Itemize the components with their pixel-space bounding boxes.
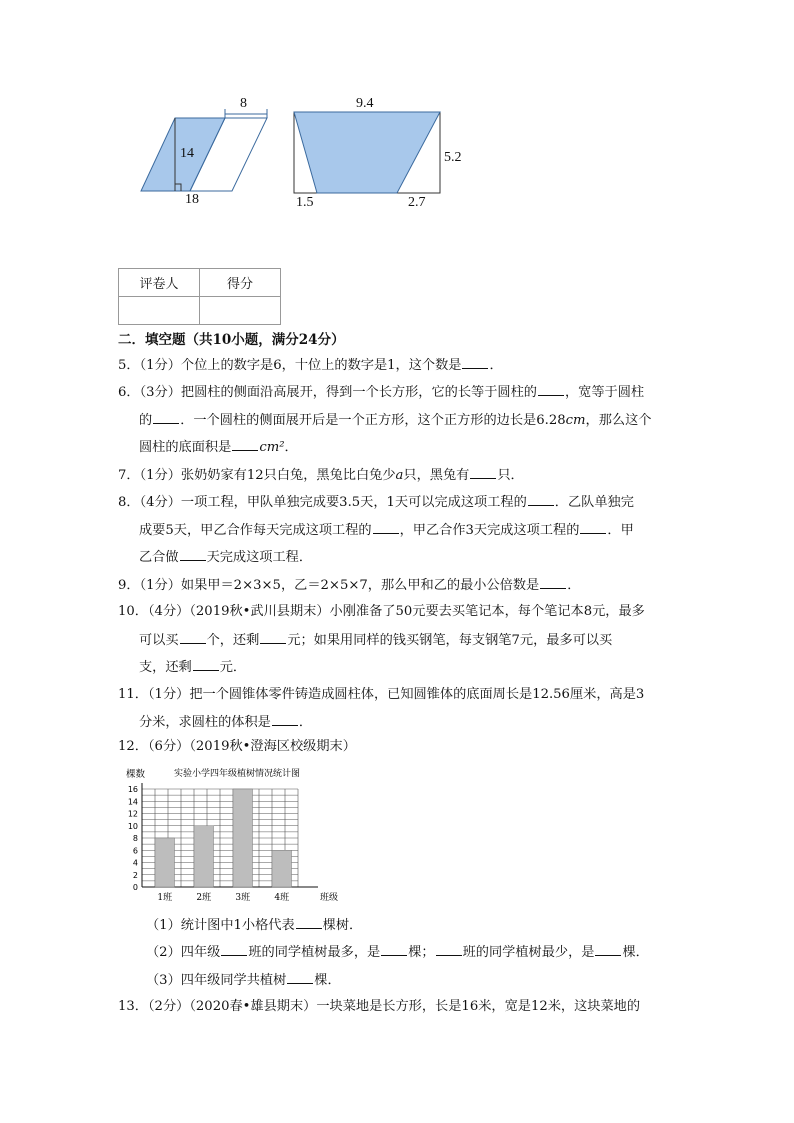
y-tick-label: 8: [132, 834, 138, 843]
y-tick-label: 6: [132, 846, 138, 856]
question-8: 8．（4分）一项工程，甲队单独完成要3.5天，1天可以完成这项工程的 ．乙队单独完: [118, 492, 634, 513]
grader-table: [118, 268, 281, 325]
y-tick-label: 4: [132, 858, 138, 868]
x-tick-label: 2班: [196, 893, 212, 903]
answer-blank[interactable]: [232, 437, 258, 451]
trapezoid-side-label: 5.2: [444, 150, 462, 165]
answer-blank[interactable]: [180, 630, 206, 644]
grader-cell[interactable]: [119, 297, 200, 325]
answer-blank[interactable]: [528, 492, 554, 506]
question-6-line-2: 的 ．一个圆柱的侧面展开后是一个正方形，这个正方形的边长是6.28cm，那么这个: [139, 410, 651, 431]
answer-blank[interactable]: [153, 410, 179, 424]
answer-blank[interactable]: [595, 942, 621, 956]
question-6: 6．（3分）把圆柱的侧面沿高展开，得到一个长方形，它的长等于圆柱的 ，宽等于圆柱: [118, 382, 644, 403]
parallelogram-figure: [135, 95, 275, 210]
answer-blank[interactable]: [260, 630, 286, 644]
tree-planting-bar-chart: [118, 762, 358, 912]
question-12-part-1: （1）统计图中1小格代表 棵树．: [146, 915, 362, 936]
question-12: 12．（6分）（2019秋•澄海区校级期末）: [118, 739, 356, 754]
question-9: 9．（1分）如果甲＝2×3×5，乙＝2×5×7，那么甲和乙的最小公倍数是 ．: [118, 575, 580, 596]
answer-blank[interactable]: [287, 970, 313, 984]
section-title: 二．填空题（共10小题，满分24分）: [118, 332, 345, 348]
bar-3: [233, 789, 253, 887]
parallelogram-height-label: 14: [180, 146, 194, 161]
question-11-line-2: 分米，求圆柱的体积是 ．: [139, 712, 312, 733]
question-12-part-2: （2）四年级 班的同学植树最多，是 棵； 班的同学植树最少，是 棵．: [146, 942, 649, 963]
question-6-line-3: 圆柱的底面积是 cm²．: [139, 437, 298, 458]
question-10: 10．（4分）（2019秋•武川县期末）小刚准备了50元要去买笔记本，每个笔记本8元，最多: [118, 604, 645, 619]
x-tick-label: 3班: [235, 893, 251, 903]
answer-blank[interactable]: [470, 465, 496, 479]
answer-blank[interactable]: [221, 942, 247, 956]
parallelogram-top-label: 8: [240, 96, 247, 111]
question-5: 5．（1分）个位上的数字是6，十位上的数字是1，这个数是 ．: [118, 355, 503, 376]
y-tick-label: 2: [132, 870, 138, 880]
chart-title: 实验小学四年级植树情况统计图: [174, 769, 301, 779]
trapezoid-right-bottom-label: 2.7: [408, 195, 426, 210]
trapezoid-top-label: 9.4: [356, 96, 374, 111]
trapezoid-left-bottom-label: 1.5: [296, 195, 314, 210]
y-tick-label: 14: [127, 797, 138, 807]
answer-blank[interactable]: [436, 942, 462, 956]
question-10-line-2: 可以买 个，还剩 元；如果用同样的钱买钢笔，每支钢笔7元，最多可以买: [139, 630, 612, 651]
question-10-line-3: 支，还剩 元．: [139, 657, 246, 678]
question-12-part-3: （3）四年级同学共植树 棵．: [146, 970, 341, 991]
trapezoid-shape: [294, 112, 440, 193]
answer-blank[interactable]: [462, 355, 488, 369]
y-tick-label: 16: [127, 785, 138, 794]
question-8-line-2: 成要5天，甲乙合作每天完成这项工程的 ，甲乙合作3天完成这项工程的 ．甲: [139, 520, 634, 541]
answer-blank[interactable]: [538, 382, 564, 396]
y-axis-label: 棵数: [126, 769, 146, 780]
score-header: 得分: [200, 269, 281, 297]
question-8-line-3: 乙合做 天完成这项工程．: [139, 547, 312, 568]
trapezoid-figure: [290, 108, 445, 198]
bar-1: [155, 838, 175, 887]
score-cell[interactable]: [200, 297, 281, 325]
answer-blank[interactable]: [180, 547, 206, 561]
y-tick-label: 0: [132, 883, 138, 892]
x-tick-label: 1班: [157, 893, 173, 903]
answer-blank[interactable]: [272, 712, 298, 726]
y-tick-label: 12: [127, 809, 138, 819]
question-13: 13．（2分）（2020春•雄县期末）一块菜地是长方形，长是16米，宽是12米，这块菜地的: [118, 999, 641, 1014]
parallelogram-base-label: 18: [185, 192, 199, 207]
answer-blank[interactable]: [381, 942, 407, 956]
answer-blank[interactable]: [296, 915, 322, 929]
grader-header: 评卷人: [119, 269, 200, 297]
bar-4: [272, 850, 292, 887]
answer-blank[interactable]: [373, 520, 399, 534]
y-tick-label: 10: [127, 821, 138, 831]
x-axis-label: 班级: [320, 893, 339, 903]
question-7: 7．（1分）张奶奶家有12只白兔，黑兔比白兔少a只，黑兔有 只．: [118, 465, 524, 486]
answer-blank[interactable]: [580, 520, 606, 534]
x-tick-label: 4班: [274, 893, 290, 903]
question-11: 11．（1分）把一个圆锥体零件铸造成圆柱体，已知圆锥体的底面周长是12.56厘米，高是3: [118, 687, 645, 702]
answer-blank[interactable]: [193, 657, 219, 671]
answer-blank[interactable]: [540, 575, 566, 589]
bar-2: [194, 826, 214, 887]
